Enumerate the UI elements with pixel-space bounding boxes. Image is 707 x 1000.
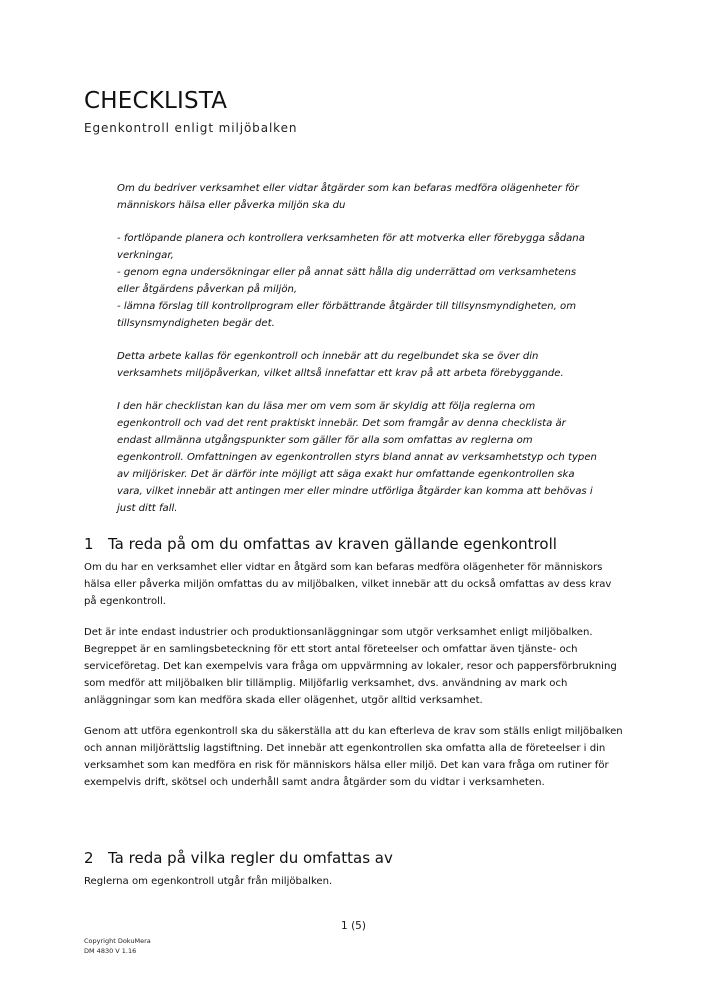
section-2: [84, 848, 624, 904]
footer: [84, 936, 151, 956]
section-number: 2: [84, 849, 94, 867]
intro-paragraph: Om du bedriver verksamhet eller vidtar åtgärder som kan befaras medföra olägenheter för människors hälsa eller påverka miljön ska du: [117, 183, 579, 211]
page-number: 1 (5): [341, 920, 366, 932]
section-paragraph: Det är inte endast industrier och produktionsanläggningar som utgör verksamhet enligt miljöbalken. Begreppet är en samlingsbeteckning för ett stort antal företeelser och omfattar även tjänste- och serviceföretag. Det kan exempelvis vara fråga om uppvärmning av lokaler, resor och pappersförbrukning som medför att miljöbalken blir tillämplig. Miljöfarlig verksamhet, dvs. användning av mark och anläggningar som kan medföra skada eller olägenhet, utgör alltid verksamhet.: [84, 627, 617, 706]
intro-paragraph: Detta arbete kallas för egenkontroll och innebär att du regelbundet ska se över din verksamhets miljöpåverkan, vilket alltså innefattar ett krav på att arbeta förebyggande.: [117, 351, 564, 379]
section-paragraph: Genom att utföra egenkontroll ska du säkerställa att du kan efterleva de krav som ställs enligt miljöbalken och annan miljörättslig lagstiftning. Det innebär att egenkontrollen ska omfatta alla de företeelser i din verksamhet som kan medföra en risk för människors hälsa eller miljö. Det kan vara fråga om rutiner för exempelvis drift, skötsel och underhåll samt andra åtgärder som du vidtar i verksamheten.: [84, 726, 623, 788]
section-title: Ta reda på om du omfattas av kraven gällande egenkontroll: [108, 535, 557, 553]
list-item: - fortlöpande planera och kontrollera verksamheten för att motverka eller förebygga sådana verkningar,: [117, 233, 585, 261]
page-title: CHECKLISTA: [84, 88, 228, 114]
section-title: Ta reda på vilka regler du omfattas av: [108, 849, 393, 867]
section-1: [84, 534, 624, 805]
intro-paragraph: I den här checklistan kan du läsa mer om vem som är skyldig att följa reglerna om egenkontroll och vad det rent praktiskt innebär. Det som framgår av denna checklista är endast allmänna utgångspunkter som gäller för alla som omfattas av reglerna om egenkontroll. Omfattningen av egenkontrollen styrs bland annat av verksamhetstyp och typen av miljörisker. Det är därför inte möjligt att säga exakt hur omfattande egenkontrollen ska vara, vilket innebär att antingen mer eller mindre utförliga åtgärder kan komma att behövas i just ditt fall.: [117, 401, 597, 514]
section-number: 1: [84, 535, 94, 553]
section-paragraph: Om du har en verksamhet eller vidtar en åtgärd som kan befaras medföra olägenheter för människors hälsa eller påverka miljön omfattas du av miljöbalken, vilket innebär att du också omfattas av dess krav på egenkontroll.: [84, 562, 612, 607]
section-heading: [84, 534, 624, 554]
intro-block: [117, 180, 597, 533]
list-item: - lämna förslag till kontrollprogram eller förbättrande åtgärder till tillsynsmyndigheten, om tillsynsmyndigheten begär det.: [117, 301, 577, 329]
section-paragraph: Reglerna om egenkontroll utgår från miljöbalken.: [84, 876, 333, 887]
page-subtitle: Egenkontroll enligt miljöbalken: [84, 121, 298, 135]
list-item: - genom egna undersökningar eller på annat sätt hålla dig underrättad om verksamhetens eller åtgärdens påverkan på miljön,: [117, 267, 577, 295]
section-heading: [84, 848, 624, 868]
intro-list: [117, 230, 597, 332]
footer-doc-id: DM 4830 V 1.16: [84, 947, 137, 955]
footer-copyright: Copyright DokuMera: [84, 937, 151, 945]
